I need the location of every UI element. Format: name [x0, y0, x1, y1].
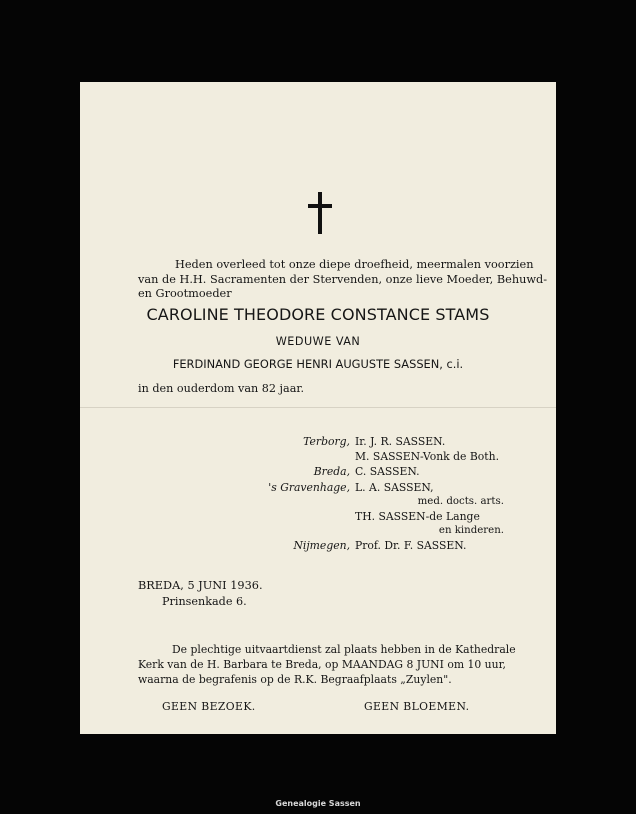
funeral-notice: [138, 642, 518, 688]
latin-cross-icon: [308, 192, 332, 234]
no-flowers-text: GEEN BLOEMEN.: [364, 700, 470, 713]
family-row: [80, 495, 556, 509]
family-suffix: med. docts. arts.: [417, 495, 504, 507]
widow-label: WEDUWE VAN: [275, 335, 361, 348]
footer-watermark: Genealogie Sassen: [275, 799, 361, 808]
family-row: [80, 509, 556, 524]
age-text: in den ouderdom van 82 jaar.: [138, 382, 305, 395]
deceased-name: CAROLINE THEODORE CONSTANCE STAMS: [146, 305, 490, 324]
family-list: [80, 434, 556, 553]
mourning-card: [80, 82, 556, 734]
family-person: TH. SASSEN-de Lange: [355, 509, 480, 523]
family-place: Nijmegen,: [293, 538, 350, 552]
funeral-line-1: De plechtige uitvaartdienst zal plaats hebben in de Kathedrale: [172, 643, 516, 656]
card-fold-line: [80, 407, 556, 408]
address-line: Prinsenkade 6.: [162, 595, 247, 608]
no-visit-text: GEEN BEZOEK.: [162, 700, 256, 713]
funeral-line-2: Kerk van de H. Barbara te Breda, op MAANDAG 8 JUNI om 10 uur,: [138, 658, 506, 672]
family-row: [80, 449, 556, 464]
family-row: [80, 434, 556, 449]
family-suffix: en kinderen.: [438, 524, 504, 536]
intro-line-1: Heden overleed tot onze diepe droefheid, meermalen voorzien: [175, 258, 534, 271]
family-place: Terborg,: [303, 435, 350, 448]
intro-line-2: van de H.H. Sacramenten der Stervenden, onze lieve Moeder, Behuwd-: [138, 272, 548, 286]
family-person: Ir. J. R. SASSEN.: [355, 435, 446, 448]
family-person: Prof. Dr. F. SASSEN.: [355, 538, 467, 552]
family-person: L. A. SASSEN,: [355, 480, 434, 494]
family-place: 's Gravenhage,: [268, 480, 350, 494]
family-person: C. SASSEN.: [355, 465, 420, 479]
funeral-line-3: waarna de begrafenis op de R.K. Begraafplaats „Zuylen".: [138, 673, 452, 687]
family-row: [80, 524, 556, 538]
family-row: [80, 538, 556, 553]
family-row: [80, 480, 556, 495]
family-place: Breda,: [313, 465, 350, 479]
date-line: BREDA, 5 JUNI 1936.: [138, 579, 263, 592]
family-person: M. SASSEN-Vonk de Both.: [355, 450, 500, 464]
announcement-intro: [138, 258, 548, 302]
family-row: [80, 464, 556, 479]
husband-name: FERDINAND GEORGE HENRI AUGUSTE SASSEN, c.i.: [172, 357, 464, 371]
intro-line-3: en Grootmoeder: [138, 287, 232, 300]
